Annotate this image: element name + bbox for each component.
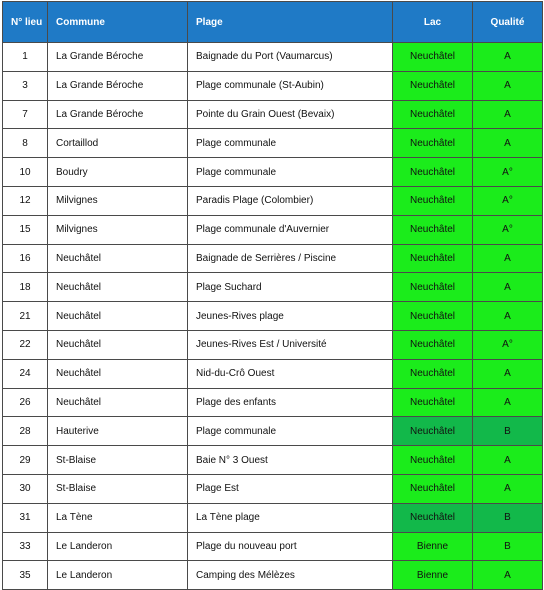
cell-qualite: B	[473, 503, 543, 532]
cell-qualite: A°	[473, 186, 543, 215]
cell-commune: Le Landeron	[48, 561, 188, 590]
cell-lieu: 7	[3, 100, 48, 129]
cell-commune: Boudry	[48, 158, 188, 187]
table-row	[3, 71, 543, 100]
table-row	[3, 330, 543, 359]
cell-commune: La Grande Béroche	[48, 71, 188, 100]
cell-plage: Pointe du Grain Ouest (Bevaix)	[188, 100, 393, 129]
cell-qualite: A°	[473, 330, 543, 359]
beach-quality-table	[2, 1, 543, 590]
table-row	[3, 129, 543, 158]
cell-plage: Baie N° 3 Ouest	[188, 446, 393, 475]
table-row	[3, 158, 543, 187]
cell-lac: Neuchâtel	[393, 417, 473, 446]
cell-qualite: A	[473, 561, 543, 590]
cell-lieu: 15	[3, 215, 48, 244]
table-row	[3, 273, 543, 302]
cell-lieu: 31	[3, 503, 48, 532]
cell-commune: Hauterive	[48, 417, 188, 446]
col-header-lieu: N° lieu	[3, 2, 48, 43]
cell-plage: Jeunes-Rives Est / Université	[188, 330, 393, 359]
cell-commune: Milvignes	[48, 215, 188, 244]
table-row	[3, 474, 543, 503]
cell-qualite: B	[473, 417, 543, 446]
cell-plage: Camping des Mélèzes	[188, 561, 393, 590]
cell-lac: Neuchâtel	[393, 273, 473, 302]
table-row	[3, 417, 543, 446]
table-row	[3, 43, 543, 72]
cell-qualite: A	[473, 388, 543, 417]
cell-lac: Neuchâtel	[393, 158, 473, 187]
cell-commune: Neuchâtel	[48, 388, 188, 417]
cell-plage: Baignade de Serrières / Piscine	[188, 244, 393, 273]
cell-lac: Bienne	[393, 532, 473, 561]
cell-lieu: 33	[3, 532, 48, 561]
cell-plage: Jeunes-Rives plage	[188, 302, 393, 331]
cell-qualite: A	[473, 244, 543, 273]
cell-plage: Plage Est	[188, 474, 393, 503]
table-row	[3, 100, 543, 129]
cell-commune: Neuchâtel	[48, 359, 188, 388]
cell-lac: Neuchâtel	[393, 100, 473, 129]
cell-lieu: 12	[3, 186, 48, 215]
cell-lac: Neuchâtel	[393, 388, 473, 417]
cell-lieu: 10	[3, 158, 48, 187]
cell-lieu: 21	[3, 302, 48, 331]
cell-lieu: 28	[3, 417, 48, 446]
cell-lac: Neuchâtel	[393, 244, 473, 273]
cell-lieu: 29	[3, 446, 48, 475]
cell-qualite: A	[473, 446, 543, 475]
cell-plage: Plage communale (St-Aubin)	[188, 71, 393, 100]
cell-qualite: A	[473, 129, 543, 158]
cell-plage: Plage Suchard	[188, 273, 393, 302]
table-row	[3, 532, 543, 561]
cell-plage: Plage communale	[188, 417, 393, 446]
cell-lieu: 35	[3, 561, 48, 590]
cell-plage: Plage du nouveau port	[188, 532, 393, 561]
cell-qualite: A	[473, 359, 543, 388]
cell-commune: Neuchâtel	[48, 273, 188, 302]
cell-lieu: 18	[3, 273, 48, 302]
cell-qualite: A	[473, 43, 543, 72]
cell-qualite: A	[473, 71, 543, 100]
cell-lac: Bienne	[393, 561, 473, 590]
cell-commune: La Tène	[48, 503, 188, 532]
cell-lac: Neuchâtel	[393, 474, 473, 503]
cell-commune: Neuchâtel	[48, 330, 188, 359]
cell-lieu: 16	[3, 244, 48, 273]
cell-qualite: A°	[473, 215, 543, 244]
cell-qualite: A	[473, 273, 543, 302]
cell-commune: Milvignes	[48, 186, 188, 215]
cell-lac: Neuchâtel	[393, 129, 473, 158]
cell-commune: Neuchâtel	[48, 244, 188, 273]
cell-lieu: 24	[3, 359, 48, 388]
cell-qualite: B	[473, 532, 543, 561]
cell-lac: Neuchâtel	[393, 71, 473, 100]
cell-lieu: 22	[3, 330, 48, 359]
cell-plage: Plage communale	[188, 129, 393, 158]
header-row	[3, 2, 543, 43]
cell-plage: Plage communale	[188, 158, 393, 187]
cell-qualite: A	[473, 100, 543, 129]
col-header-plage: Plage	[188, 2, 393, 43]
table-body	[3, 43, 543, 590]
cell-qualite: A°	[473, 158, 543, 187]
cell-lac: Neuchâtel	[393, 359, 473, 388]
col-header-commune: Commune	[48, 2, 188, 43]
table-row	[3, 388, 543, 417]
cell-lieu: 3	[3, 71, 48, 100]
cell-qualite: A	[473, 474, 543, 503]
table-row	[3, 302, 543, 331]
cell-commune: St-Blaise	[48, 446, 188, 475]
cell-lieu: 30	[3, 474, 48, 503]
table-row	[3, 503, 543, 532]
col-header-qualite: Qualité	[473, 2, 543, 43]
table-row	[3, 561, 543, 590]
cell-commune: St-Blaise	[48, 474, 188, 503]
table-row	[3, 446, 543, 475]
cell-commune: La Grande Béroche	[48, 100, 188, 129]
cell-lac: Neuchâtel	[393, 215, 473, 244]
table-row	[3, 186, 543, 215]
cell-lac: Neuchâtel	[393, 446, 473, 475]
cell-lieu: 8	[3, 129, 48, 158]
cell-lac: Neuchâtel	[393, 302, 473, 331]
table-row	[3, 215, 543, 244]
cell-lieu: 1	[3, 43, 48, 72]
table-row	[3, 244, 543, 273]
cell-commune: La Grande Béroche	[48, 43, 188, 72]
cell-plage: Baignade du Port (Vaumarcus)	[188, 43, 393, 72]
cell-plage: Paradis Plage (Colombier)	[188, 186, 393, 215]
cell-lac: Neuchâtel	[393, 43, 473, 72]
cell-plage: Plage communale d'Auvernier	[188, 215, 393, 244]
cell-commune: Neuchâtel	[48, 302, 188, 331]
cell-lac: Neuchâtel	[393, 503, 473, 532]
col-header-lac: Lac	[393, 2, 473, 43]
cell-lieu: 26	[3, 388, 48, 417]
cell-commune: Cortaillod	[48, 129, 188, 158]
cell-qualite: A	[473, 302, 543, 331]
cell-plage: Nid-du-Crô Ouest	[188, 359, 393, 388]
cell-commune: Le Landeron	[48, 532, 188, 561]
cell-lac: Neuchâtel	[393, 186, 473, 215]
table-row	[3, 359, 543, 388]
cell-lac: Neuchâtel	[393, 330, 473, 359]
cell-plage: Plage des enfants	[188, 388, 393, 417]
cell-plage: La Tène plage	[188, 503, 393, 532]
